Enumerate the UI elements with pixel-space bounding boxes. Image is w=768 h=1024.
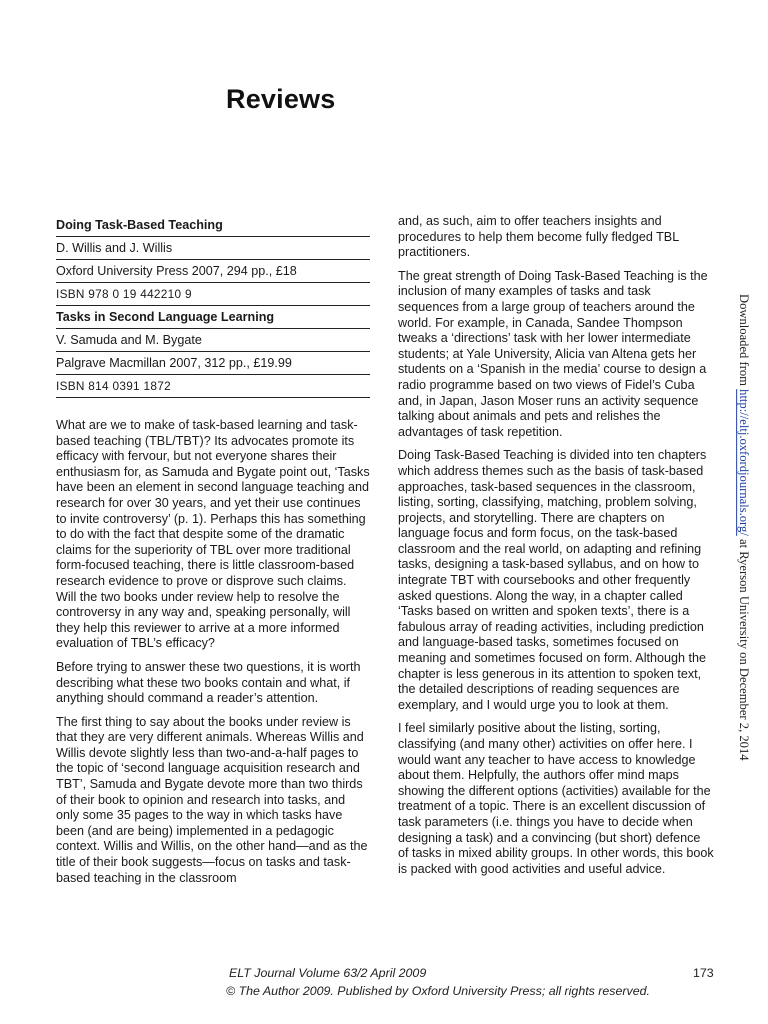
paragraph: I feel similarly positive about the listing, sorting, classifying (and many other) activities on offer here. I would want any teacher to have access to knowledge about them. Helpfully, the authors offer mind maps showing the different options (activities) available for the treatment of a topic. There is an excellent discussion of task parameters (i.e. things you have to decide when designing a task) and a convincing (but short) defence of tasks in mixed ability groups. In other words, this book is packed with good activities and useful advice.	[398, 721, 714, 876]
book-publisher: Palgrave Macmillan 2007, 312 pp., £19.99	[56, 352, 370, 375]
book-authors: V. Samuda and M. Bygate	[56, 329, 370, 352]
paragraph: Before trying to answer these two questions, it is worth describing what these two books contain and what, if anything should command a reader’s attention.	[56, 659, 361, 706]
book-publisher: Oxford University Press 2007, 294 pp., £18	[56, 260, 370, 283]
book-details-table	[56, 214, 370, 398]
copyright-notice: © The Author 2009. Published by Oxford University Press; all rights reserved.	[226, 984, 650, 998]
journal-link[interactable]: http://eltj.oxfordjournals.org/	[737, 389, 751, 536]
book-authors: D. Willis and J. Willis	[56, 237, 370, 260]
book-title: Tasks in Second Language Learning	[56, 306, 370, 329]
paragraph: What are we to make of task-based learning and task-based teaching (TBL/TBT)? Its advocates promote its efficacy with fervour, but not everyone shares their enthusiasm for, as Samuda and Bygate point out, ‘Tasks have been an element in second language teaching and research for over 30 years, and yet their use continues to invite controversy’ (p. 1). Perhaps this has something to do with the fact that despite some of the dramatic claims for the superiority of TBL over more traditional form-focused teaching, there is little classroom-based research evidence to prove or disprove such claims. Will the two books under review help to resolve the controversy in any way and, speaking personally, will they help this reviewer to arrive at a more informed evaluation of TBL’s efficacy?	[56, 418, 370, 651]
page-number: 173	[693, 966, 714, 980]
paragraph: The first thing to say about the books under review is that they are very different animals. Whereas Willis and Willis devote slightly less than two-and-a-half pages to the topic of ‘second language acquisition research and TBT’, Samuda and Bygate devote more than two thirds of their book to opinion and research into tasks, and only some 35 pages to the way in which tasks have been (and are being) implemented in a pedagogic context. Willis and Willis, on the other hand—and as the title of their book suggests—focus on tasks and task-based teaching in the classroom	[56, 714, 368, 885]
paragraph: Doing Task-Based Teaching is divided into ten chapters which address themes such as the basis of task-based approaches, task-based sequences in the classroom, listing, sorting, classifying, matching, problem solving, projects, and storytelling. There are chapters on language focus and form focus, on the task-based classroom and the real world, on adapting and refining tasks, designing a task-based syllabus, and on how to integrate TBT with coursebooks and other frequently asked questions. Along the way, in a chapter called ‘Tasks based on written and spoken texts’, there is a fabulous array of reading activities, including prediction and language-based tasks, sometimes focused on meaning and sometimes focused on form. Although the chapter is less generous in its attention to spoken text, the detailed descriptions of reading sequences are exemplary, and I would urge you to look at them.	[398, 448, 707, 712]
review-body-right	[398, 214, 714, 877]
review-body-left	[56, 418, 370, 886]
download-suffix: at Ryerson University on December 2, 2014	[737, 535, 751, 761]
download-prefix: Downloaded from	[737, 294, 751, 390]
journal-citation: ELT Journal Volume 63/2 April 2009	[229, 966, 427, 980]
left-column	[56, 214, 370, 894]
paragraph: and, as such, aim to offer teachers insights and procedures to help them become fully fledged TBL practitioners.	[398, 214, 679, 260]
book-isbn: ISBN 978 0 19 442210 9	[56, 283, 370, 306]
paragraph: The great strength of Doing Task-Based Teaching is the inclusion of many examples of tasks and task sequences from a large group of teachers around the world. For example, in Canada, Sandee Thompson tweaks a ‘directions’ task with her lower intermediate students; at Yale University, Alicia van Altena gets her students on a ‘Spanish in the media’ course to design a radio programme based on two views of Fidel’s Cuba and, in Japan, Jason Moser runs an activity sequence talking about animals and pets and relishes the advantages of task repetition.	[398, 268, 708, 439]
right-column	[398, 214, 714, 885]
page-title: Reviews	[226, 84, 336, 114]
book-title: Doing Task-Based Teaching	[56, 214, 370, 237]
download-notice	[736, 294, 751, 761]
book-isbn: ISBN 814 0391 1872	[56, 375, 370, 398]
